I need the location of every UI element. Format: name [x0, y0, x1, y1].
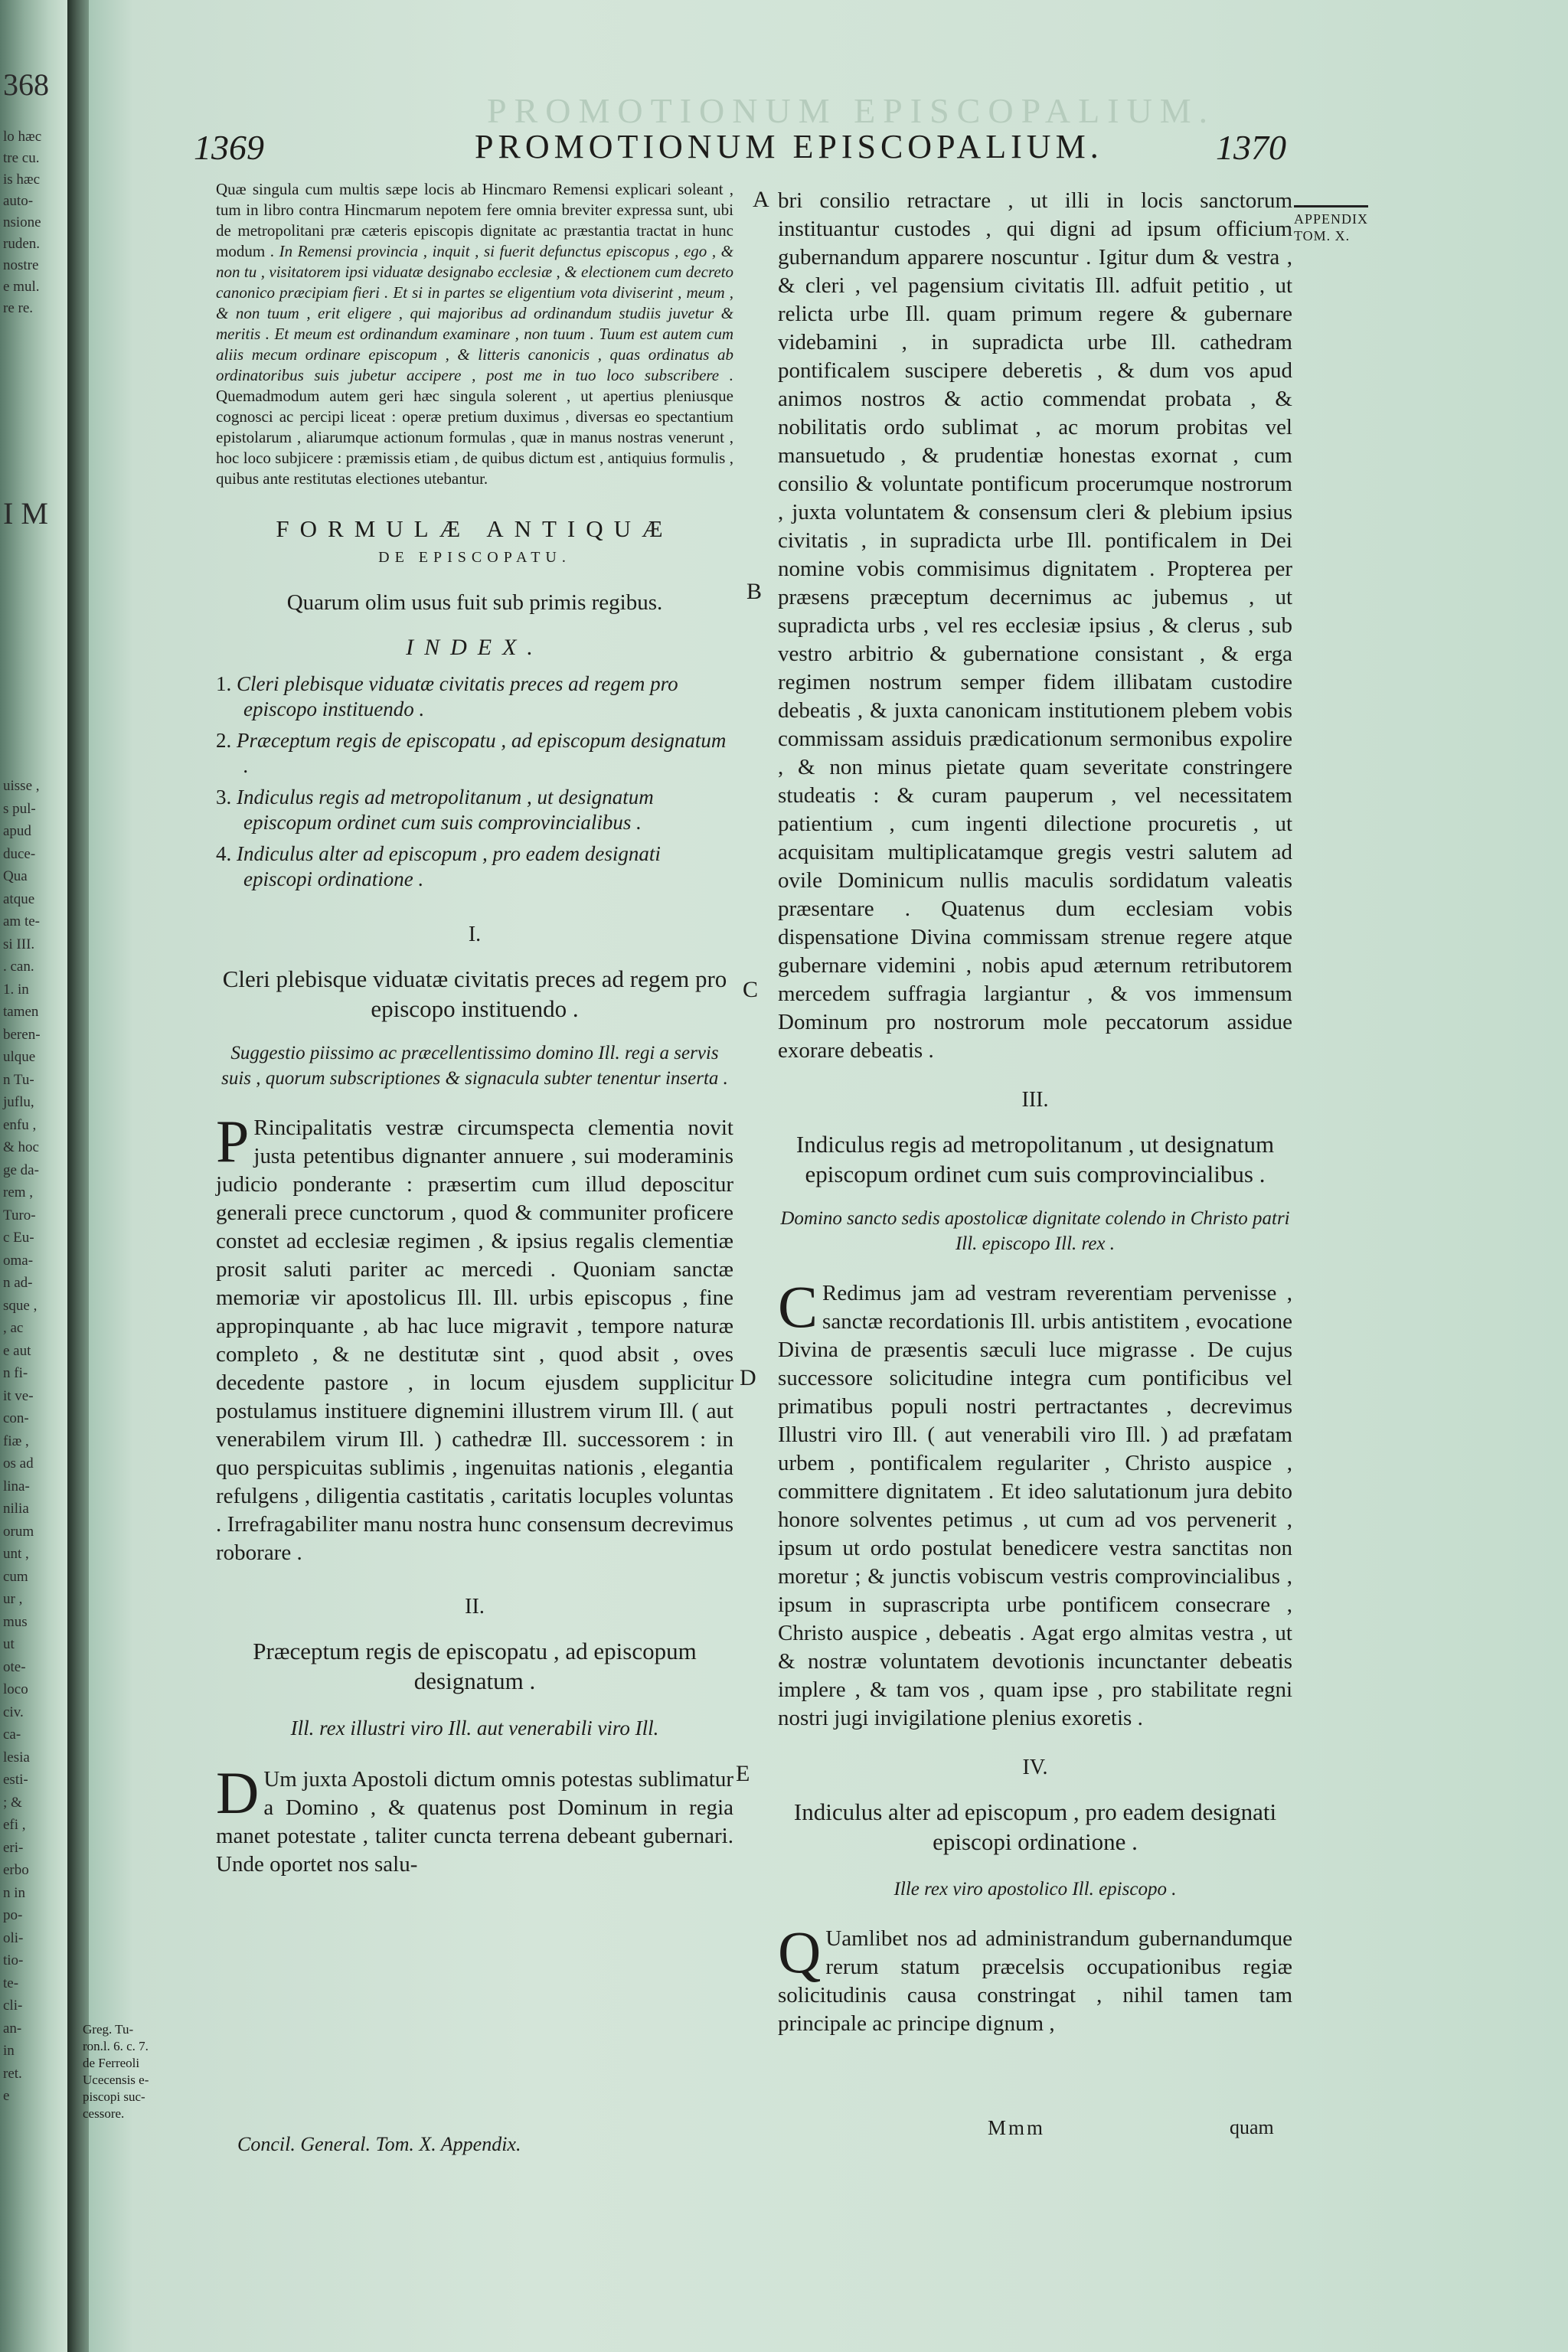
previous-page-line: ote-: [3, 1658, 26, 1675]
previous-page-line: ut: [3, 1636, 15, 1652]
section-3-text: Redimus jam ad vestram reverentiam pervenisse , sanctæ recordationis Ill. urbis antistitem , evocatione Divina de præsentis sæculi luce migrasse . De cujus successore solicitudine integra cum pontificibus vel primatibus populi nostri pertractantes , decrevimus Illustri viro Ill. ( aut venerabili viro Ill. ) ad præfatam urbem , pontificalem regulariter , Christo auspice , committere dignitatem . Et ideo salutationum jura debito honore solventes petimus , ut cum ad vos pervenerit , ipsum ut ordo postulat benedicere vestra sanctitas non moretur ; & junctis vobiscum vestris comprovincialibus , ipsum in suprascripta urbe pontificem consecrare , Christo auspice , debeatis . Agat ergo almitas vestra , ut & nostræ voluntatem devotionis incunctanter debeatis implere , & tam vos , quam ipse , pro stabilitate regni nostri jugi invigilatione plenius exoretis .: [778, 1281, 1292, 1730]
previous-page-line: n in: [3, 1884, 26, 1901]
previous-page-line: auto-: [3, 193, 34, 209]
intro-paragraph: [216, 179, 733, 489]
section-2-drop-cap: D: [216, 1759, 260, 1826]
section-1-drop-cap: P: [216, 1108, 250, 1174]
footer-citation: Concil. General. Tom. X. Appendix.: [237, 2133, 521, 2155]
previous-page-line: orum: [3, 1523, 34, 1540]
previous-page-line: nostre: [3, 257, 39, 273]
previous-page-line: , ac: [3, 1320, 24, 1336]
previous-page-line: loco: [3, 1681, 28, 1697]
continued-text: bri consilio retractare , ut illi in locis sanctorum instituantur custodes , qui digni ad ipsum officium gubernandum apparere noscuntur . Igitur dum & vestra , & cleri , vel pagensium civitatis Ill. adfuit petitio , ut relicta urbe Ill. quam primum regere & gubernare videbamini , in supradicta urbe Ill. cathedram pontificalem suscipere deberetis , & dum vos apud animos nostros & actio commendat probata , & nobilitatis ordo sublimat , ac morum probitas vel mansuetudo , & prudentiæ honestas exornat , cum consilio & voluntate pontificum procerumque nostrorum , juxta voluntatem & consensum cleri & plebium ipsius civitatis , in supradicta urbe Ill. pontificalem in Dei nomine vobis commisimus dignitatem . Propterea per præsens præceptum decernimus ac jubemus , ut supradicta urbs , vel res ecclesiæ ipsius , & clerus , sub vestro arbitrio & gubernatione consistant , & erga regimen nostrum semper fidem illibatam custodire debeatis , & juxta canonicam institutionem plebem vobis commissam assiduis prædicationum sermonibus expolire , & non minus pietate quam severitate constringere studeatis : & curam pauperum , vel necessitatem patientium , cum ingenti dilectione procuretis , ut acquisitam multiplicatamque gregis vestri salutem ad ovile Dominicum nullis maculis sordidatum valeatis præsentare . Quatenus dum ecclesiam vobis dispensatione Divina commissam strenue regere atque gubernare videmini , nobis apud æternum retributorem mercedem suffragia largiantur , & vos immensum Dominum pro nostrorum mole peccatorum assidue exorare debeatis .: [778, 188, 1292, 1063]
appendix-label: APPENDIX: [1294, 211, 1369, 227]
previous-page-line: atque: [3, 890, 35, 907]
side-note-line: cessore.: [83, 2106, 125, 2121]
previous-page-line: Qua: [3, 868, 28, 884]
index-item-number: 1.: [216, 672, 237, 695]
intro-quote: In Remensi provincia , inquit , si fuerit defunctus episcopus , ego , & non tu , visitatorem ipsi viduatæ designabo ecclesiæ , & electionem cum decreto canonico præcipiam fieri . Et si in partes se eligentium vota diviserint , meum , & non tuum , erit eligere , qui majoribus ad ordinandum studiis juvetur & meritis . Et meum est ordinandum examinare , non tuum . Tuum est autem cum aliis mecum ordinare episcopum , & litteris canonicis , quas ordinatus ab ordinatoribus suis jubetur accipere , post me in tuo loco subscribere .: [216, 242, 734, 384]
index-item-text: Præceptum regis de episcopatu , ad episcopum designatum .: [237, 729, 727, 777]
previous-page-line: e aut: [3, 1342, 31, 1359]
previous-page-line: ret.: [3, 2065, 22, 2082]
section-4-subtitle: Ille rex viro apostolico Ill. episcopo .: [893, 1879, 1177, 1900]
previous-page-line: n ad-: [3, 1275, 33, 1291]
left-column: [216, 179, 733, 1879]
right-page-number: 1370: [1216, 128, 1286, 167]
previous-page-line: civ.: [3, 1704, 24, 1720]
previous-page-line: rem ,: [3, 1184, 34, 1200]
previous-page-line: ge da-: [3, 1161, 39, 1178]
section-3-number: III.: [1021, 1088, 1049, 1112]
previous-page-line: lesia: [3, 1749, 30, 1766]
previous-page-line: beren-: [3, 1026, 41, 1043]
previous-page-line: esti-: [3, 1772, 28, 1788]
previous-page-line: uisse ,: [3, 778, 40, 794]
previous-page-line: eri-: [3, 1839, 24, 1856]
previous-page-line: ca-: [3, 1726, 21, 1743]
previous-page-line: ; &: [3, 1794, 22, 1811]
quarum-line: Quarum olim usus fuit sub primis regibus.: [286, 590, 663, 615]
margin-letter-d: D: [740, 1365, 756, 1390]
index-heading: INDEX.: [406, 635, 544, 660]
previous-page-line: e: [3, 2088, 10, 2104]
previous-page-line: po-: [3, 1907, 23, 1923]
index-item-text: Indiculus regis ad metropolitanum , ut designatum episcopum ordinet cum suis comprovincialibus .: [237, 786, 654, 834]
index-item: [216, 728, 733, 779]
section-4-drop-cap: Q: [778, 1919, 822, 1985]
section-1-subtitle: Suggestio piissimo ac præcellentissimo domino Ill. regi a servis suis , quorum subscriptiones & signacula subter tenentur inserta .: [221, 1043, 728, 1089]
section-2-text: Um juxta Apostoli dictum omnis potestas sublimatur a Domino , & quatenus post Dominum in regia manet potestate , taliter cuncta terrena debeant gubernari. Unde oportet nos salu-: [216, 1767, 733, 1877]
intro-tail: Quemadmodum autem geri hæc singula solerent , ut apertius pleniusque cognosci ac percipi liceat : operæ pretium duximus , diversas eo spectantium epistolarum , aliarumque actionum formulas , quæ in manus nostras venerunt , hoc loco subjicere : præmissis etiam , de quibus dictum est , antiquius formulis , quibus ante restitutas electiones utebantur.: [216, 387, 733, 488]
section-1-text: Rincipalitatis vestræ circumspecta clementia novit justa petentibus dignanter annuere , sui moderaminis judicio ponderante : præsertim cum illud deposcitur generali prece cunctorum , quod & communiter proficere constet ad ecclesiæ regimen , & ipsius regalis clementiæ prosit saluti pariter ac mercedi . Quoniam sanctæ memoriæ vir apostolicus Ill. Ill. urbis episcopus , fine appropinquante , ab hac luce migravit , tempore naturæ completo , & ne destitutæ sint , quod absit , oves decedente pastore , in locum ejusdem supplicitur postulamus instituere dignemini illustrem virum Ill. ( aut venerabilem virum Ill. ) cathedræ Ill. successorem : in quo perspicuitas sublimis , ingenuitas nationis , elegantia refulgens , diligentia castitatis , caritatis locuples voluntas . Irrefragabiliter manu nostra hunc consensum decrevimus roborare .: [216, 1116, 733, 1565]
section-4-body: [778, 1919, 1292, 2038]
section-3-drop-cap: C: [778, 1273, 818, 1340]
previous-page-line: sque ,: [3, 1297, 38, 1314]
previous-page-line: an-: [3, 2020, 22, 2037]
bleed-through-title: PROMOTIONUM EPISCOPALIUM.: [487, 91, 1216, 130]
previous-page-line: . can.: [3, 959, 34, 975]
previous-page-number: 368: [3, 67, 49, 102]
previous-page-edge: [0, 0, 70, 2352]
previous-page-line: nsione: [3, 214, 41, 230]
previous-page-line: tre cu.: [3, 150, 40, 166]
section-3-body: [778, 1273, 1292, 1733]
section-2-number: II.: [465, 1595, 485, 1619]
side-note-line: ron.l. 6. c. 7.: [83, 2039, 149, 2053]
margin-letter-c: C: [743, 977, 759, 1002]
previous-page-line: oma-: [3, 1252, 34, 1269]
previous-page-line: Turo-: [3, 1207, 36, 1223]
previous-page-line: am te-: [3, 913, 41, 929]
previous-page-line: n fi-: [3, 1365, 28, 1381]
formulae-heading: FORMULÆ ANTIQUÆ: [276, 515, 674, 542]
previous-page-line: ur ,: [3, 1591, 23, 1607]
section-2-subtitle: Ill. rex illustri viro Ill. aut venerabili viro Ill.: [290, 1717, 659, 1740]
left-page-number: 1369: [194, 128, 264, 167]
previous-page-line: unt ,: [3, 1546, 29, 1562]
previous-page-line: tio-: [3, 1952, 24, 1968]
index-item-number: 2.: [216, 729, 237, 752]
section-4-title: Indiculus alter ad episcopum , pro eadem designati episcopi ordinatione .: [793, 1798, 1277, 1855]
previous-page-line: in: [3, 2043, 15, 2059]
previous-page-line: oli-: [3, 1929, 24, 1946]
index-item-number: 4.: [216, 842, 237, 865]
previous-page-line: is hæc: [3, 172, 41, 188]
index-item: [216, 841, 733, 892]
book-gutter: [67, 0, 90, 2352]
side-note: [83, 2021, 175, 2122]
previous-page-line: s pul-: [3, 800, 36, 817]
previous-page-line: re re.: [3, 300, 34, 316]
previous-page-line: lo hæc: [3, 129, 42, 145]
previous-page-line: n Tu-: [3, 1071, 34, 1088]
tome-label: TOM. X.: [1294, 228, 1351, 243]
running-title: PROMOTIONUM EPISCOPALIUM.: [475, 128, 1103, 165]
previous-page-line: erbo: [3, 1862, 29, 1878]
section-3-subtitle: Domino sancto sedis apostolicæ dignitate colendo in Christo patri Ill. episcopo Ill. rex .: [780, 1208, 1290, 1254]
index-item-text: Cleri plebisque viduatæ civitatis preces ad regem pro episcopo instituendo .: [237, 672, 678, 720]
previous-page-line: 1. in: [3, 981, 29, 998]
previous-page-line: ruden.: [3, 236, 41, 252]
previous-page-line: lina-: [3, 1478, 30, 1494]
section-2-body: [216, 1759, 733, 1879]
index-list: [216, 671, 733, 892]
section-3-title: Indiculus regis ad metropolitanum , ut designatum episcopum ordinet cum suis comprovincialibus .: [795, 1131, 1275, 1187]
right-column: [778, 187, 1292, 2038]
previous-page-line: te-: [3, 1975, 19, 1991]
previous-page-line: mus: [3, 1613, 28, 1630]
previous-page-marks: I M: [3, 496, 48, 531]
margin-letter-a: A: [753, 187, 769, 212]
intro-text: Quæ singula cum multis sæpe locis ab Hincmaro Remensi explicari soleant , tum in libro contra Hincmarum nepotem fere omnia breviter expressa sunt, ubi de metropolitani præ cæteris episcopis dignitate ac præstantia tractat in hunc modum .: [216, 180, 733, 260]
margin-letter-e: E: [736, 1761, 750, 1786]
previous-page-line: os ad: [3, 1455, 34, 1472]
previous-page-line: cum: [3, 1568, 28, 1585]
signature-mark: Mmm: [988, 2116, 1046, 2139]
formulae-subheading: DE EPISCOPATU.: [378, 549, 571, 566]
appendix-note: [1294, 205, 1368, 244]
side-note-line: Ucecensis e-: [83, 2073, 149, 2087]
previous-page-line: efi ,: [3, 1817, 26, 1833]
previous-page-line: e mul.: [3, 279, 40, 295]
previous-page-line: con-: [3, 1410, 29, 1426]
section-1-number: I.: [468, 923, 482, 946]
section-4-number: IV.: [1022, 1756, 1048, 1779]
previous-page-line: cli-: [3, 1998, 23, 2014]
previous-page-line: nilia: [3, 1501, 29, 1517]
previous-page-line: duce-: [3, 845, 36, 862]
index-item: [216, 785, 733, 835]
side-note-line: de Ferreoli: [83, 2056, 140, 2070]
index-item: [216, 671, 733, 722]
previous-page-line: si III.: [3, 936, 35, 952]
section-1-title: Cleri plebisque viduatæ civitatis preces ad regem pro episcopo instituendo .: [222, 965, 727, 1022]
section-1-body: [216, 1108, 733, 1567]
margin-letter-b: B: [746, 579, 763, 604]
previous-page-line: c Eu-: [3, 1230, 34, 1246]
previous-page-line: ulque: [3, 1049, 36, 1065]
section-2-title: Præceptum regis de episcopatu , ad episcopum designatum .: [253, 1638, 697, 1694]
previous-page-line: & hoc: [3, 1139, 39, 1155]
index-item-text: Indiculus alter ad episcopum , pro eadem designati episcopi ordinatione .: [237, 842, 661, 890]
previous-page-line: tamen: [3, 1004, 39, 1020]
section-4-text: Uamlibet nos ad administrandum gubernandumque rerum statum præcelsis occupationibus regiæ solicitudinis causa constringat , nihil tamen tam principale ac principe dignum ,: [778, 1926, 1292, 2036]
previous-page-line: enfu ,: [3, 1116, 37, 1133]
previous-page-line: apud: [3, 823, 31, 839]
side-note-line: Greg. Tu-: [83, 2022, 134, 2037]
previous-page-line: fiæ ,: [3, 1432, 29, 1449]
index-item-number: 3.: [216, 786, 237, 808]
side-note-line: piscopi suc-: [83, 2089, 145, 2104]
previous-page-line: it ve-: [3, 1387, 34, 1404]
catchword: quam: [1230, 2116, 1274, 2138]
previous-page-line: juflu,: [3, 1094, 34, 1110]
